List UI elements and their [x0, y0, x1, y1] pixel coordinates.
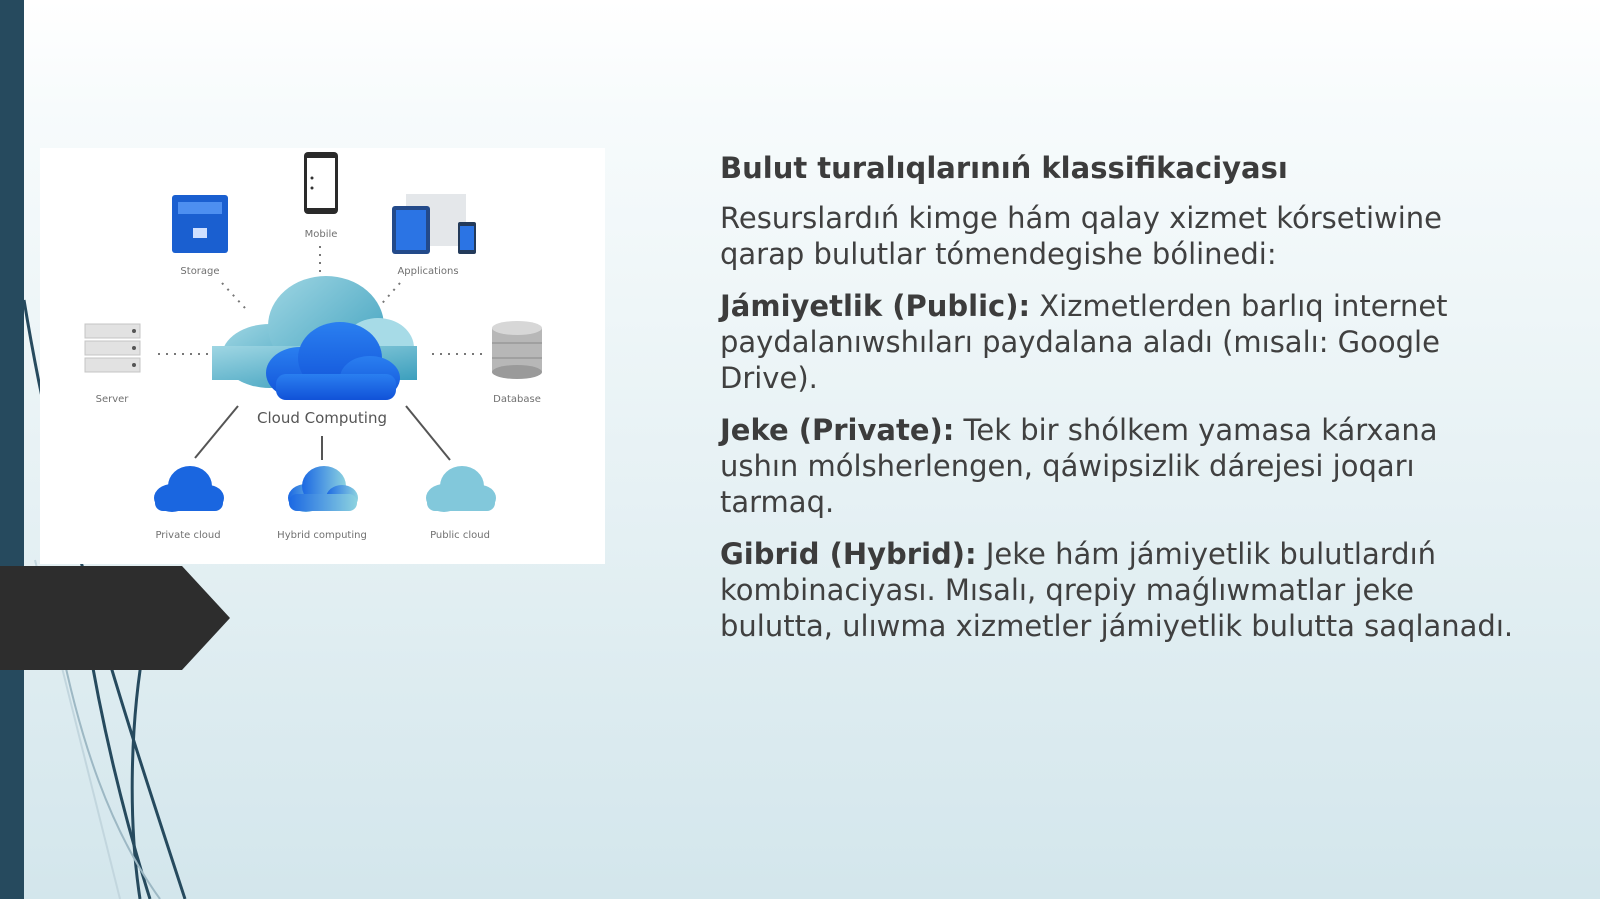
- hybrid-cloud-paragraph: [720, 536, 1520, 644]
- private-cloud-icon: [154, 466, 224, 512]
- private-description: Tek bir shólkem yamasa kárxana ushın mólsherlengen, qáwipsizlik dárejesi joqarı tarmaq.: [720, 413, 1438, 519]
- applications-label: Applications: [397, 266, 459, 277]
- arrow-tab-shape: [0, 566, 230, 670]
- hybrid-description: Jeke hám jámiyetlik bulutlardıń kombinaciyası. Mısalı, qrepiy maǵlıwmatlar jeke bulutta, ulıwma xizmetler jámiyetlik bulutta saqlanadı.: [720, 537, 1514, 643]
- slide-text-content: [720, 150, 1520, 660]
- database-label: Database: [493, 394, 541, 405]
- storage-icon: [172, 195, 228, 253]
- intro-paragraph: Resurslardıń kimge hám qalay xizmet kórsetiwine qarap bulutlar tómendegishe bólinedi:: [720, 201, 1443, 271]
- mobile-icon: [304, 152, 338, 214]
- cloud-computing-label: Cloud Computing: [257, 409, 387, 427]
- central-cloud-icon: [212, 276, 417, 400]
- public-cloud-icon: [426, 466, 496, 512]
- mobile-label: Mobile: [304, 229, 338, 240]
- public-description: Xizmetlerden barlıq internet paydalanıwshıları paydalana aladı (mısalı: Google Drive).: [720, 289, 1448, 395]
- public-term: Jámiyetlik (Public):: [720, 289, 1031, 323]
- server-label: Server: [95, 394, 129, 405]
- public-cloud-label: Public cloud: [430, 530, 490, 541]
- storage-label: Storage: [180, 266, 220, 277]
- public-cloud-paragraph: [720, 288, 1520, 396]
- private-cloud-label: Private cloud: [155, 530, 221, 541]
- cloud-computing-diagram: [40, 148, 605, 564]
- hybrid-term: Gibrid (Hybrid):: [720, 537, 977, 571]
- slide-heading: Bulut turalıqlarınıń klassifikaciyası: [720, 151, 1288, 185]
- private-cloud-paragraph: [720, 412, 1520, 520]
- server-icon: [85, 324, 140, 372]
- hybrid-cloud-icon: [288, 466, 358, 512]
- applications-icon: [392, 194, 476, 254]
- database-icon: [492, 321, 542, 379]
- private-term: Jeke (Private):: [720, 413, 955, 447]
- hybrid-computing-label: Hybrid computing: [277, 530, 367, 541]
